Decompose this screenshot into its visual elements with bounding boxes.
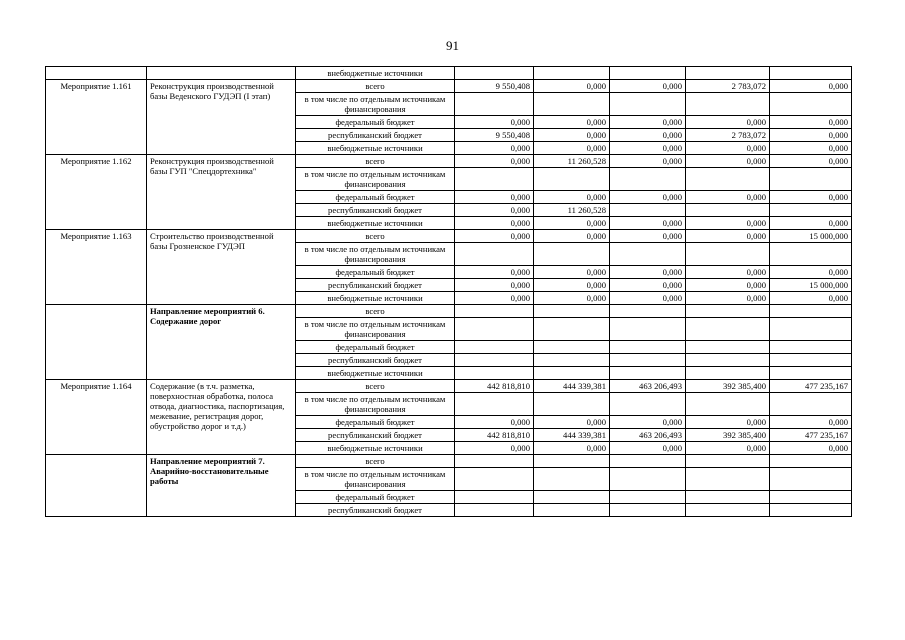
value-cell: 0,000 (770, 292, 852, 305)
value-cell: 392 385,400 (686, 429, 770, 442)
value-cell: 0,000 (534, 129, 610, 142)
source-cell: республиканский бюджет (296, 354, 455, 367)
value-cell (610, 468, 686, 491)
source-cell: внебюджетные источники (296, 142, 455, 155)
value-cell: 0,000 (770, 416, 852, 429)
value-cell: 0,000 (686, 266, 770, 279)
source-cell: республиканский бюджет (296, 129, 455, 142)
name-cell: Строительство производственной базы Грозненское ГУДЭП (147, 230, 296, 305)
value-cell (610, 93, 686, 116)
value-cell (534, 168, 610, 191)
source-cell: в том числе по отдельным источникам финансирования (296, 93, 455, 116)
value-cell: 0,000 (610, 142, 686, 155)
value-cell: 0,000 (610, 292, 686, 305)
value-cell: 0,000 (686, 116, 770, 129)
value-cell: 0,000 (455, 279, 534, 292)
value-cell: 0,000 (770, 155, 852, 168)
value-cell (770, 243, 852, 266)
value-cell: 0,000 (770, 217, 852, 230)
value-cell: 2 783,072 (686, 80, 770, 93)
value-cell (534, 67, 610, 80)
source-cell: республиканский бюджет (296, 279, 455, 292)
source-cell: в том числе по отдельным источникам финансирования (296, 243, 455, 266)
value-cell: 0,000 (686, 142, 770, 155)
value-cell (610, 455, 686, 468)
value-cell (534, 468, 610, 491)
value-cell (455, 491, 534, 504)
value-cell: 0,000 (686, 292, 770, 305)
source-cell: федеральный бюджет (296, 416, 455, 429)
value-cell (770, 67, 852, 80)
value-cell (770, 354, 852, 367)
value-cell: 0,000 (455, 155, 534, 168)
value-cell: 0,000 (686, 230, 770, 243)
value-cell (686, 243, 770, 266)
value-cell: 0,000 (534, 142, 610, 155)
value-cell: 442 818,810 (455, 380, 534, 393)
value-cell (686, 204, 770, 217)
value-cell: 477 235,167 (770, 380, 852, 393)
value-cell: 0,000 (534, 116, 610, 129)
source-cell: в том числе по отдельным источникам финансирования (296, 393, 455, 416)
value-cell: 0,000 (534, 292, 610, 305)
value-cell (770, 305, 852, 318)
measure-cell: Мероприятие 1.163 (46, 230, 147, 305)
value-cell (610, 318, 686, 341)
value-cell (770, 468, 852, 491)
table-row (46, 230, 852, 243)
value-cell (610, 305, 686, 318)
source-cell: всего (296, 80, 455, 93)
value-cell (770, 367, 852, 380)
value-cell (770, 204, 852, 217)
value-cell (455, 367, 534, 380)
value-cell: 15 000,000 (770, 279, 852, 292)
value-cell (686, 168, 770, 191)
value-cell: 0,000 (770, 266, 852, 279)
name-cell (147, 67, 296, 80)
value-cell (455, 468, 534, 491)
value-cell (770, 504, 852, 517)
value-cell: 0,000 (534, 442, 610, 455)
value-cell: 477 235,167 (770, 429, 852, 442)
value-cell (455, 354, 534, 367)
value-cell: 0,000 (610, 266, 686, 279)
source-cell: федеральный бюджет (296, 191, 455, 204)
value-cell: 0,000 (686, 155, 770, 168)
value-cell (534, 93, 610, 116)
value-cell (534, 354, 610, 367)
value-cell: 0,000 (534, 217, 610, 230)
value-cell: 0,000 (534, 80, 610, 93)
value-cell: 0,000 (455, 142, 534, 155)
table-row (46, 305, 852, 318)
name-cell: Содержание (в т.ч. разметка, поверхностная обработка, полоса отвода, диагностика, паспортизация, межевание, регистрация дорог, обустройство дорог и т.д.) (147, 380, 296, 455)
source-cell: всего (296, 455, 455, 468)
value-cell: 0,000 (455, 416, 534, 429)
value-cell: 0,000 (455, 442, 534, 455)
value-cell (534, 393, 610, 416)
value-cell (686, 393, 770, 416)
source-cell: федеральный бюджет (296, 341, 455, 354)
value-cell: 0,000 (686, 279, 770, 292)
measure-cell (46, 305, 147, 380)
value-cell: 0,000 (770, 442, 852, 455)
value-cell: 9 550,408 (455, 80, 534, 93)
source-cell: республиканский бюджет (296, 204, 455, 217)
value-cell: 9 550,408 (455, 129, 534, 142)
table-row (46, 380, 852, 393)
source-cell: всего (296, 155, 455, 168)
value-cell: 0,000 (770, 129, 852, 142)
value-cell: 0,000 (610, 416, 686, 429)
source-cell: внебюджетные источники (296, 367, 455, 380)
value-cell: 0,000 (610, 279, 686, 292)
source-cell: всего (296, 230, 455, 243)
source-cell: внебюджетные источники (296, 292, 455, 305)
source-cell: в том числе по отдельным источникам финансирования (296, 168, 455, 191)
value-cell (534, 341, 610, 354)
value-cell (610, 341, 686, 354)
value-cell: 0,000 (686, 217, 770, 230)
value-cell: 0,000 (610, 116, 686, 129)
value-cell (610, 354, 686, 367)
table-row (46, 155, 852, 168)
value-cell (455, 67, 534, 80)
value-cell (610, 491, 686, 504)
value-cell (534, 504, 610, 517)
value-cell: 0,000 (610, 230, 686, 243)
value-cell (686, 367, 770, 380)
value-cell (770, 318, 852, 341)
value-cell (610, 367, 686, 380)
source-cell: внебюджетные источники (296, 217, 455, 230)
value-cell: 0,000 (686, 416, 770, 429)
value-cell: 0,000 (534, 230, 610, 243)
value-cell (686, 354, 770, 367)
value-cell: 0,000 (610, 155, 686, 168)
value-cell (686, 305, 770, 318)
value-cell (610, 204, 686, 217)
name-cell: Реконструкция производственной базы ГУП "Спецдортехника" (147, 155, 296, 230)
value-cell (455, 318, 534, 341)
value-cell (770, 393, 852, 416)
value-cell (455, 243, 534, 266)
source-cell: федеральный бюджет (296, 266, 455, 279)
source-cell: республиканский бюджет (296, 504, 455, 517)
value-cell (686, 67, 770, 80)
value-cell: 463 206,493 (610, 380, 686, 393)
value-cell (610, 168, 686, 191)
value-cell (534, 367, 610, 380)
value-cell: 442 818,810 (455, 429, 534, 442)
value-cell: 0,000 (455, 204, 534, 217)
value-cell: 0,000 (610, 129, 686, 142)
table-row (46, 80, 852, 93)
value-cell (534, 491, 610, 504)
value-cell (534, 318, 610, 341)
value-cell: 0,000 (686, 191, 770, 204)
value-cell: 0,000 (534, 266, 610, 279)
value-cell: 15 000,000 (770, 230, 852, 243)
value-cell: 11 260,528 (534, 204, 610, 217)
value-cell: 0,000 (455, 230, 534, 243)
value-cell: 0,000 (610, 80, 686, 93)
value-cell: 0,000 (455, 191, 534, 204)
value-cell: 0,000 (770, 142, 852, 155)
source-cell: в том числе по отдельным источникам финансирования (296, 468, 455, 491)
value-cell (686, 491, 770, 504)
name-cell: Направление мероприятий 7. Аварийно-восстановительные работы (147, 455, 296, 517)
value-cell (686, 455, 770, 468)
value-cell: 463 206,493 (610, 429, 686, 442)
value-cell: 0,000 (534, 191, 610, 204)
value-cell: 0,000 (534, 416, 610, 429)
value-cell (610, 504, 686, 517)
source-cell: внебюджетные источники (296, 442, 455, 455)
value-cell (455, 341, 534, 354)
value-cell (610, 243, 686, 266)
value-cell: 0,000 (534, 279, 610, 292)
value-cell (770, 341, 852, 354)
source-cell: федеральный бюджет (296, 116, 455, 129)
value-cell (770, 168, 852, 191)
value-cell: 444 339,381 (534, 429, 610, 442)
value-cell (455, 93, 534, 116)
value-cell: 11 260,528 (534, 155, 610, 168)
value-cell (686, 318, 770, 341)
measure-cell: Мероприятие 1.161 (46, 80, 147, 155)
value-cell (686, 93, 770, 116)
measure-cell (46, 455, 147, 517)
table-row (46, 455, 852, 468)
source-cell: федеральный бюджет (296, 491, 455, 504)
value-cell: 0,000 (455, 217, 534, 230)
source-cell: всего (296, 305, 455, 318)
value-cell: 392 385,400 (686, 380, 770, 393)
table-row (46, 67, 852, 80)
value-cell: 0,000 (770, 80, 852, 93)
measure-cell (46, 67, 147, 80)
value-cell (534, 455, 610, 468)
value-cell: 0,000 (455, 292, 534, 305)
page-number: 91 (446, 38, 459, 53)
value-cell (686, 468, 770, 491)
value-cell (770, 491, 852, 504)
value-cell (455, 455, 534, 468)
value-cell: 0,000 (770, 116, 852, 129)
source-cell: внебюджетные источники (296, 67, 455, 80)
value-cell (686, 504, 770, 517)
value-cell: 0,000 (455, 266, 534, 279)
source-cell: республиканский бюджет (296, 429, 455, 442)
name-cell: Направление мероприятий 6. Содержание дорог (147, 305, 296, 380)
table-body (46, 67, 852, 517)
value-cell (455, 168, 534, 191)
value-cell (610, 67, 686, 80)
value-cell: 2 783,072 (686, 129, 770, 142)
name-cell: Реконструкция производственной базы Веденского ГУДЭП (I этап) (147, 80, 296, 155)
value-cell (455, 504, 534, 517)
value-cell (686, 341, 770, 354)
value-cell (455, 393, 534, 416)
value-cell (770, 93, 852, 116)
value-cell: 0,000 (686, 442, 770, 455)
value-cell (610, 393, 686, 416)
value-cell: 0,000 (770, 191, 852, 204)
source-cell: всего (296, 380, 455, 393)
value-cell: 0,000 (610, 442, 686, 455)
value-cell: 444 339,381 (534, 380, 610, 393)
value-cell (770, 455, 852, 468)
value-cell (455, 305, 534, 318)
value-cell (534, 243, 610, 266)
budget-table (45, 66, 852, 517)
value-cell: 0,000 (610, 191, 686, 204)
source-cell: в том числе по отдельным источникам финансирования (296, 318, 455, 341)
measure-cell: Мероприятие 1.164 (46, 380, 147, 455)
value-cell: 0,000 (455, 116, 534, 129)
measure-cell: Мероприятие 1.162 (46, 155, 147, 230)
value-cell: 0,000 (610, 217, 686, 230)
value-cell (534, 305, 610, 318)
